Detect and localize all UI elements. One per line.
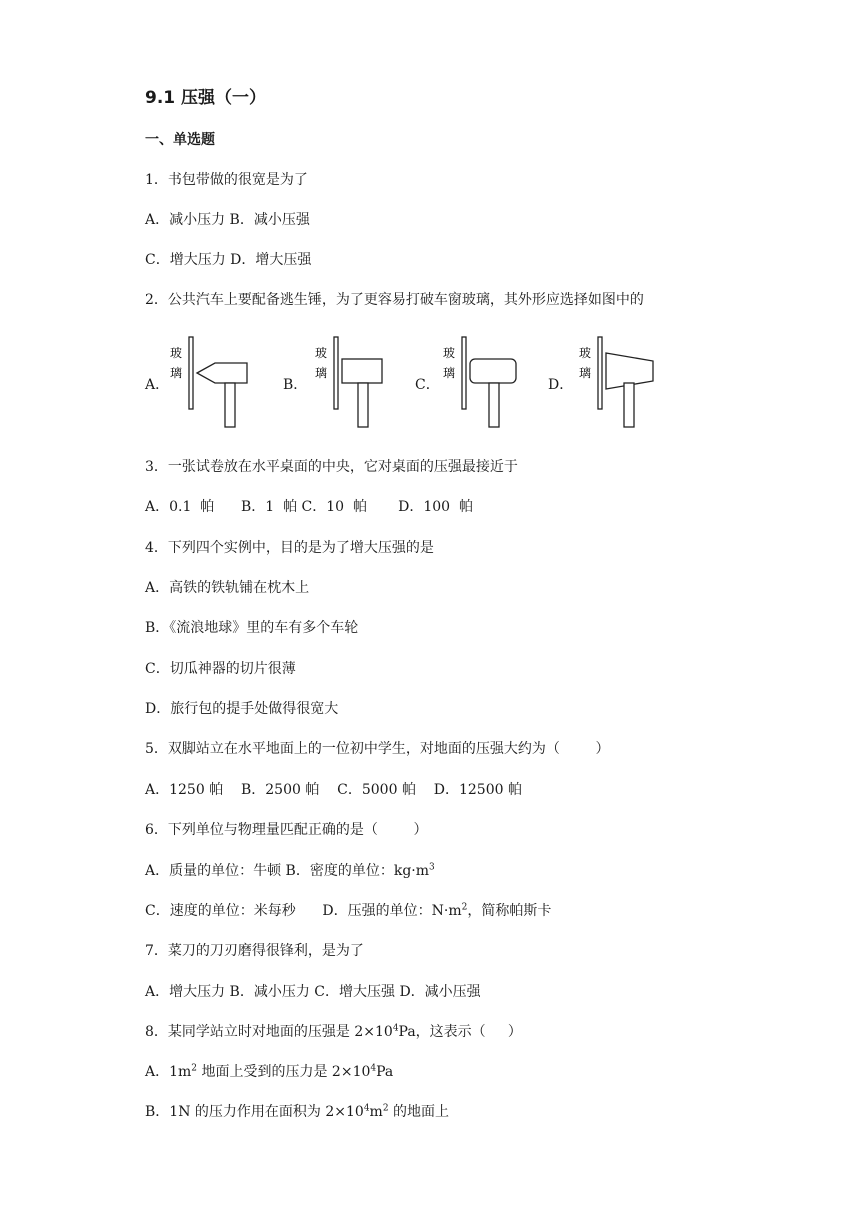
- question-6-options-line-2: C．速度的单位：米每秒 D．压强的单位：$N\cdot m^2$，简称帕斯卡: [145, 902, 552, 919]
- figure-c-glass-label-top: 玻: [443, 346, 456, 360]
- hammer-figure-d: [577, 335, 687, 435]
- question-7-stem: 7．菜刀的刀刃磨得很锋利，是为了: [145, 943, 364, 959]
- hammer-figure-b: [313, 335, 423, 435]
- question-1-option-line-2: C．增大压力 D．增大压强: [145, 252, 312, 268]
- figure-a-glass-label-top: 玻: [170, 346, 183, 360]
- question-4-option-b: B．《流浪地球》里的车有多个车轮: [145, 620, 359, 636]
- question-4-option-c: C．切瓜神器的切片很薄: [145, 661, 296, 677]
- question-8-option-b: B．1N 的压力作用在面积为 $2\times 10^4m^2$ 的地面上: [145, 1103, 450, 1120]
- question-5-options: A．1250 帕 B．2500 帕 C．5000 帕 D．12500 帕: [145, 782, 522, 798]
- question-2-stem: 2．公共汽车上要配备逃生锤，为了更容易打破车窗玻璃，其外形应选择如图中的: [145, 292, 644, 308]
- question-3-stem: 3．一张试卷放在水平桌面的中央，它对桌面的压强最接近于: [145, 459, 518, 475]
- question-6-stem: 6．下列单位与物理量匹配正确的是（ ）: [145, 822, 428, 838]
- figure-b-glass-label-top: 玻: [315, 346, 328, 360]
- question-5-stem: 5．双脚站立在水平地面上的一位初中学生，对地面的压强大约为（ ）: [145, 741, 610, 757]
- hammer-figure-c: [441, 335, 551, 435]
- question-2-option-b-label: B．: [283, 377, 308, 393]
- question-4-option-d: D．旅行包的提手处做得很宽大: [145, 701, 339, 717]
- question-8-stem: 8．某同学站立时对地面的压强是 $2\times 10^4Pa$，这表示（ ）: [145, 1023, 522, 1040]
- question-4-option-a: A．高铁的铁轨铺在枕木上: [145, 580, 310, 596]
- question-1-option-line-1: A．减小压力 B．减小压强: [145, 212, 310, 228]
- question-3-options: A．0.1 帕 B．1 帕 C．10 帕 D．100 帕: [145, 499, 473, 515]
- question-2-option-c-label: C．: [415, 377, 440, 393]
- question-1-stem: 1．书包带做的很宽是为了: [145, 172, 308, 188]
- question-8-option-a: A．$1m^2$ 地面上受到的压力是 $2\times 10^4Pa$: [145, 1063, 394, 1080]
- question-2-figure-row: [145, 335, 705, 435]
- question-7-options: A．增大压力 B．减小压力 C．增大压强 D．减小压强: [145, 984, 481, 1000]
- section-heading: 一、单选题: [145, 132, 215, 148]
- question-4-stem: 4．下列四个实例中，目的是为了增大压强的是: [145, 540, 434, 556]
- question-2-option-a-label: A．: [145, 377, 170, 393]
- figure-d-glass-label-top: 玻: [579, 346, 592, 360]
- page-title: 9.1 压强（一）: [145, 88, 267, 108]
- hammer-figure-a: [167, 335, 277, 435]
- figure-c-glass-label-bottom: 璃: [443, 366, 456, 380]
- figure-d-glass-label-bottom: 璃: [579, 366, 592, 380]
- question-2-option-d-label: D．: [548, 377, 574, 393]
- question-6-options-line-1: A．质量的单位：牛顿 B．密度的单位：$kg\cdot m^3$: [145, 862, 435, 879]
- figure-a-glass-label-bottom: 璃: [170, 366, 183, 380]
- figure-b-glass-label-bottom: 璃: [315, 366, 328, 380]
